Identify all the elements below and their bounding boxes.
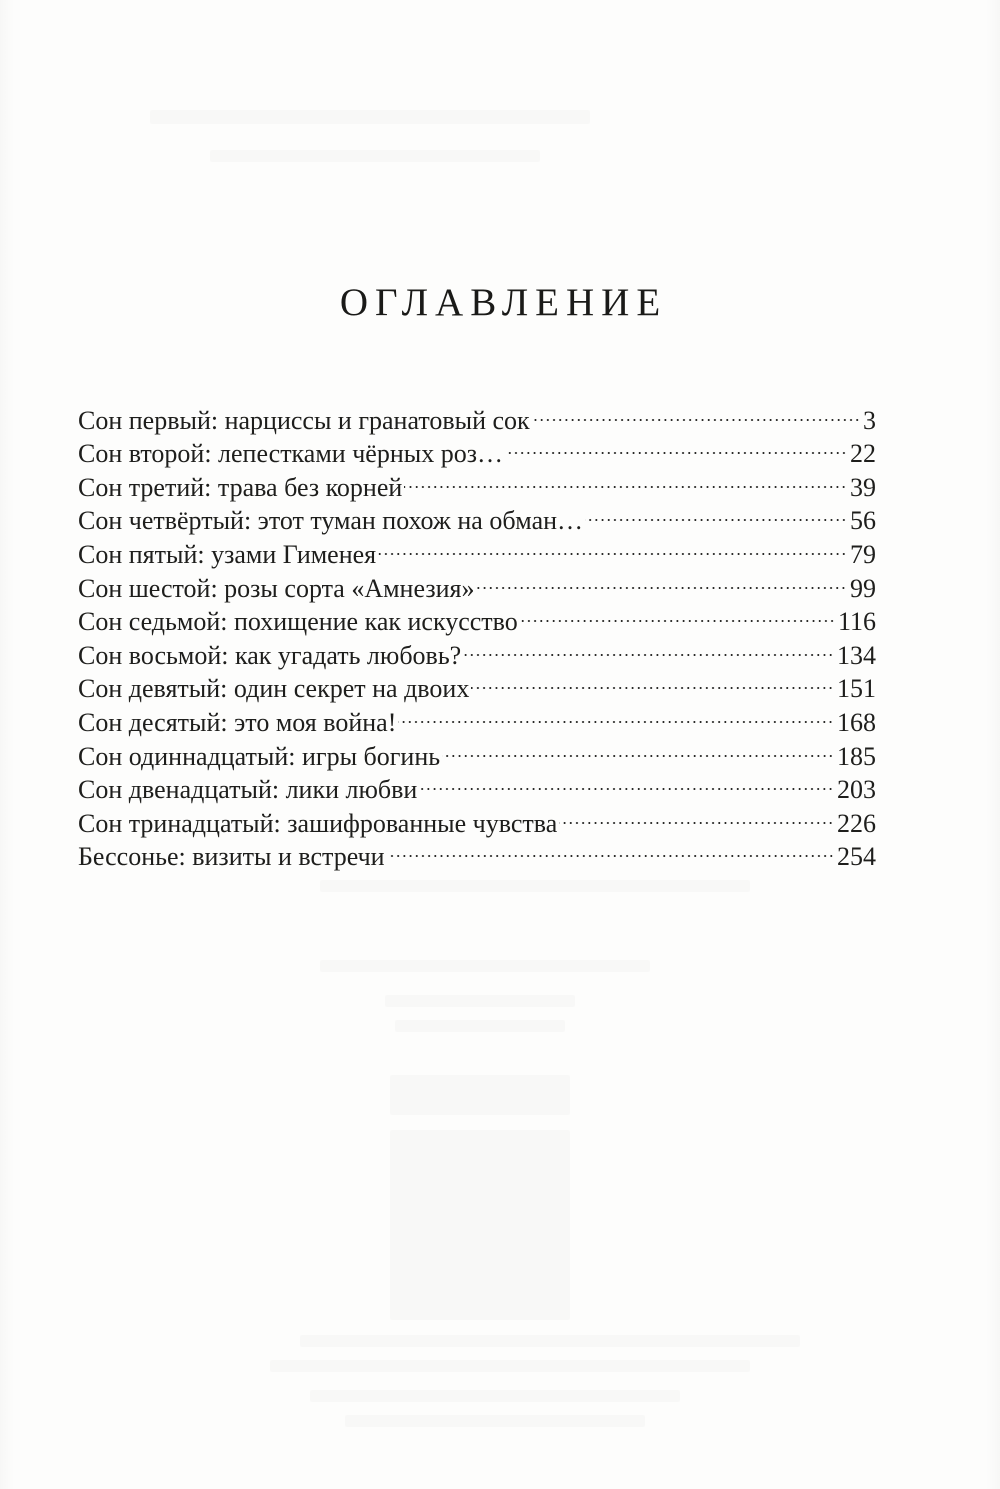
dot-leader bbox=[505, 429, 847, 463]
toc-entry-page: 185 bbox=[837, 741, 876, 771]
dot-leader bbox=[463, 630, 834, 664]
dot-leader bbox=[532, 395, 860, 429]
toc-entry-title: Сон четвёртый: этот туман похож на обман… bbox=[78, 506, 584, 536]
dot-leader bbox=[398, 697, 834, 731]
toc-entry-page: 203 bbox=[837, 775, 876, 805]
toc-entry-page: 226 bbox=[837, 808, 876, 838]
table-of-contents bbox=[78, 395, 876, 872]
toc-entry[interactable] bbox=[78, 395, 876, 435]
dot-leader bbox=[476, 563, 847, 597]
show-through-texture bbox=[300, 1335, 800, 1347]
dot-leader bbox=[442, 731, 834, 765]
show-through-texture bbox=[390, 1075, 570, 1115]
toc-entry-title: Сон третий: трава без корней bbox=[78, 472, 403, 502]
show-through-texture bbox=[270, 1360, 750, 1372]
show-through-texture bbox=[150, 110, 590, 124]
toc-entry-title: Сон пятый: узами Гименея bbox=[78, 539, 377, 569]
page-title: ОГЛАВЛЕНИЕ bbox=[339, 281, 668, 324]
toc-entry-page: 39 bbox=[850, 472, 876, 502]
toc-entry-title: Сон двенадцатый: лики любви bbox=[78, 775, 418, 805]
toc-entry-title: Сон седьмой: похищение как искусство bbox=[78, 607, 518, 637]
dot-leader bbox=[520, 597, 835, 631]
show-through-texture bbox=[395, 1020, 565, 1032]
toc-entry-page: 79 bbox=[850, 539, 876, 569]
toc-entry-page: 99 bbox=[850, 573, 876, 603]
toc-entry-page: 116 bbox=[837, 607, 876, 637]
dot-leader bbox=[404, 462, 847, 496]
toc-entry-page: 3 bbox=[863, 405, 876, 435]
show-through-texture bbox=[310, 1390, 680, 1402]
toc-entry-title: Сон второй: лепестками чёрных роз… bbox=[78, 439, 503, 469]
show-through-texture bbox=[345, 1415, 645, 1427]
dot-leader bbox=[387, 832, 834, 866]
show-through-texture bbox=[385, 995, 575, 1007]
toc-entry-title: Сон девятый: один секрет на двоих bbox=[78, 674, 470, 704]
toc-entry-title: Сон одиннадцатый: игры богинь bbox=[78, 741, 441, 771]
dot-leader bbox=[378, 529, 847, 563]
toc-entry-page: 151 bbox=[837, 674, 876, 704]
toc-entry-page: 56 bbox=[850, 506, 876, 536]
toc-entry-page: 22 bbox=[850, 439, 876, 469]
toc-entry-title: Бессонье: визиты и встречи bbox=[78, 842, 385, 872]
dot-leader bbox=[471, 664, 834, 698]
toc-entry-title: Сон восьмой: как угадать любовь? bbox=[78, 640, 462, 670]
toc-entry-title: Сон тринадцатый: зашифрованные чувства bbox=[78, 808, 558, 838]
show-through-texture bbox=[210, 150, 540, 162]
toc-entry-title: Сон шестой: розы сорта «Амнезия» bbox=[78, 573, 475, 603]
dot-leader bbox=[559, 798, 834, 832]
toc-entry-title: Сон десятый: это моя война! bbox=[78, 707, 397, 737]
toc-entry-page: 254 bbox=[837, 842, 876, 872]
toc-entry-page: 134 bbox=[837, 640, 876, 670]
toc-entry-page: 168 bbox=[837, 707, 876, 737]
dot-leader bbox=[585, 496, 847, 530]
show-through-texture bbox=[390, 1130, 570, 1320]
show-through-texture bbox=[320, 960, 650, 972]
show-through-texture bbox=[320, 880, 750, 892]
toc-entry-title: Сон первый: нарциссы и гранатовый сок bbox=[78, 405, 530, 435]
dot-leader bbox=[419, 765, 834, 799]
